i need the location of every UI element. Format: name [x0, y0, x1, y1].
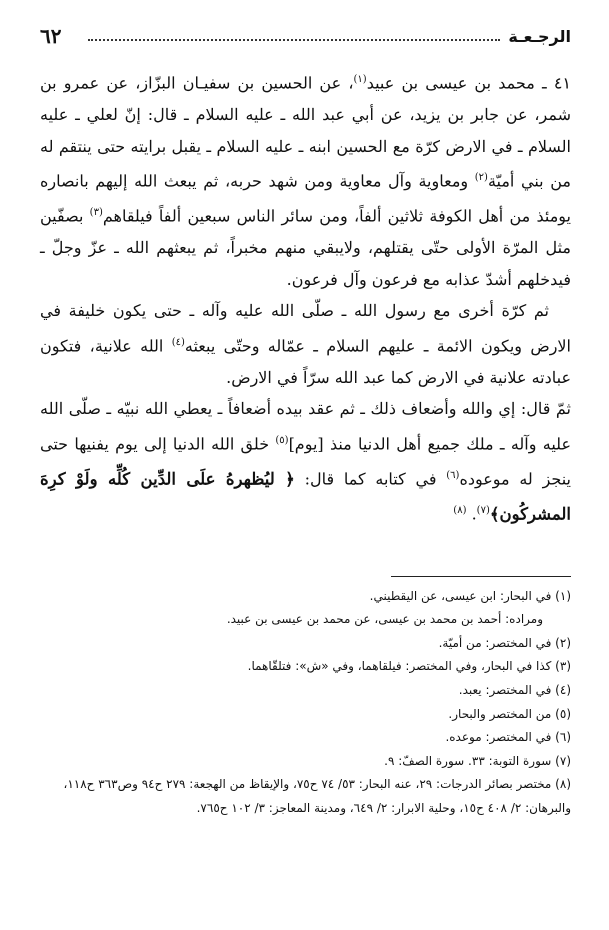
footnote-ref-7: (٧) [476, 504, 490, 516]
footnote-separator [391, 576, 571, 577]
running-title: الرجـعـة [508, 26, 571, 46]
footnote-6: (٦) في المختصر: موعده. [445, 730, 571, 745]
paragraph-second-return: ثم كرّة أخرى مع رسول الله ـ صلّى الله عليه وآله ـ حتى يكون خليفة في الارض ويكون الائمة ـ عليهم السلام ـ عمّاله وحتّى يبعثه$^{(٤)}$ الله علانية، فتكون عبادته علانية في الارض كما عبد الله سرّاً في الارض. [40, 301, 571, 387]
paragraph-then-said: ثمّ قال: إي والله وأضعاف ذلك ـ ثم عقد بيده أضعافاً ـ يعطي الله نبيّه ـ صلّى الله عليه وآله ـ ملك جميع أهل الدنيا منذ [يوم]$^{(٥)}$ خلق الله الدنيا إلى يوم يفنيها حتى ينجز له موعوده$^{(٦)}$ في كتابه كما قال: ﴿ ليُظهرهُ علَى الدِّين كُلِّه ولَوْ كرِهَ المشركُون﴾$^{(٧)}$. $^{(٨)}$ [40, 399, 571, 524]
footnote-ref-1: (١) [353, 74, 367, 85]
footnote-4: (٤) في المختصر: يعبد. [458, 682, 571, 697]
paragraph-hadith-41: ٤١ ـ محمد بن عيسى بن عبيد$^{(١)}$، عن الحسين بن سفيـان البزّاز، عن عمرو بن شمر، عن جابر بن يزيد، عن أبي عبد الله ـ عليه السلام ـ قال: إنّ لعلي ـ عليه السلام ـ في الارض كرّة مع الحسين ابنه ـ عليه السلام ـ يقبل برايته حتى ينتقم له من بني أميّة$^{(٢)}$ ومعاوية وآل معاوية ومن شهد حربه، ثم يبعث الله إليهم بانصاره يومئذ من أهل الكوفة ثلاثين ألفاً، ومن سائر الناس سبعين ألفاً فيلقاهم$^{(٣)}$ بصفّين مثل المرّة الأولى حتّى يقتلهم، ولايبقي منهم مخبراً، ثم يبعثهم الله ـ عزّ وجلّ ـ فيدخلهم أشدّ عذابه مع فرعون وآل فرعون. [40, 73, 572, 289]
footnote-ref-6: (٦) [446, 469, 460, 481]
footnote-1-continued: ومراده: أحمد بن محمد بن عيسى، عن محمد بن عيسى بن عبيد. [226, 612, 543, 627]
footnote-ref-2: (٢) [474, 172, 488, 184]
quran-verse: ﴿ ليُظهرهُ علَى الدِّين كُلِّه ولَوْ كرِهَ المشركُون﴾ [40, 469, 571, 524]
header-dotted-line [88, 39, 500, 41]
footnote-1: (١) في البحار: ابن عيسى، عن اليقطيني. [369, 588, 571, 603]
footnote-3: (٣) كذا في البحار، وفي المختصر: فيلقاهما، وفي «ش»: فتلقّاهما. [247, 659, 571, 674]
footnote-8: (٨) مختصر بصائر الدرجات: ٢٩، عنه البحار: ٥٣/ ٧٤ ح٧٥، والإيقاظ من الهجعة: ٢٧٩ ح٩٤ وص٣٦٣ ح١١٨، والبرهان: ٢/ ٤٠٨ ح١٥، وحلية الابرار: ٢/ ٦٤٩، ومدينة المعاجز: ٣/ ١٠٢ ح٧٦٥. [63, 777, 571, 815]
footnotes [40, 585, 571, 821]
page-number: ٦٢ [40, 24, 62, 48]
footnote-7: (٧) سورة التوبة: ٣٣. سورة الصفّ: ٩. [384, 753, 571, 768]
footnote-ref-8: (٨) [453, 504, 467, 516]
footnote-2: (٢) في المختصر: من أميّة. [438, 635, 571, 650]
footnote-ref-4: (٤) [171, 336, 185, 348]
footnote-ref-5: (٥) [275, 434, 289, 446]
footnote-ref-3: (٣) [89, 207, 103, 219]
main-text [40, 64, 571, 530]
footnote-5: (٥) من المختصر والبحار. [448, 706, 571, 721]
page-header [40, 22, 571, 50]
